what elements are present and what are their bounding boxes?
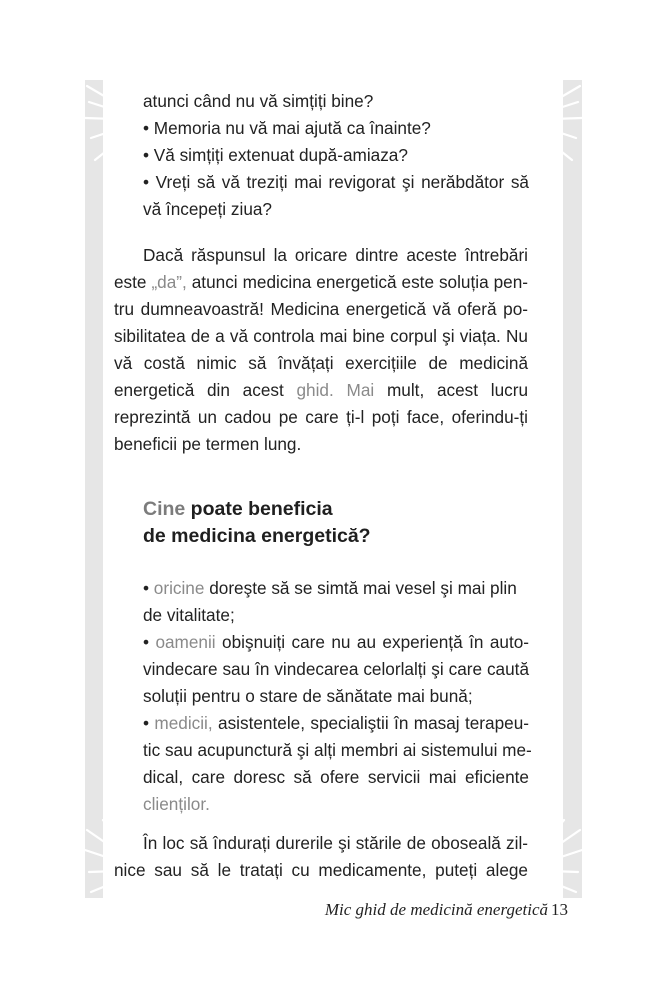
text-line: de vitalitate; [143,605,235,625]
text-line: reprezintă un cadou pe care ți-l poți face, oferindu-ți [114,407,528,427]
list-item: • medicii, asistentele, specialiştii în masaj terapeu- [143,713,529,733]
text-line: Dacă răspunsul la oricare dintre aceste întrebări [143,245,528,265]
text-line: clienților. [143,794,210,814]
section-heading: Cine poate beneficia de medicina energetică? [143,498,371,547]
running-footer-title: Mic ghid de medicină energetică [324,900,548,919]
text-line: nice sau să le tratați cu medicamente, puteți alege [114,860,528,880]
paragraph-closing [114,830,528,884]
text-line: soluții pentru o stare de sănătate mai bună; [143,686,473,706]
text-line: sibilitatea de a vă controla mai bine corpul şi viața. Nu [114,326,528,346]
paragraph-intro [114,242,528,458]
text-line: tru dumneavoastră! Medicina energetică vă oferă po- [114,299,528,319]
keyword-ghid: ghid. [296,380,334,400]
list-item: • oamenii obişnuiți care nu au experiență în auto- [143,632,530,652]
text-line: În loc să îndurați durerile şi stările de oboseală zil- [143,833,528,853]
heading-keyword: Cine [143,498,186,520]
page-number: 13 [551,900,568,919]
beneficiaries-list [143,575,532,818]
text-line: dical, care doresc să ofere servicii mai eficiente [143,767,529,787]
list-item: • oricine doreşte să se simtă mai vesel şi mai plin [143,578,517,598]
list-item: vă începeți ziua? [143,199,272,219]
text-line: energetică din acest ghid. Mai mult, acest lucru [114,380,529,400]
keyword-mai: Mai [346,380,375,400]
text-line: vindecare sau în vindecarea celorlalți şi care caută [143,659,529,679]
text-line: tic sau acupunctură şi alți membri ai sistemului me- [143,740,532,760]
quote-da: „da”, [151,272,187,292]
text-line: vă costă nimic să învățați exercițiile de medicină [114,353,528,373]
list-item: • Vă simțiți extenuat după-amiaza? [143,145,408,165]
text-line: este „da”, atunci medicina energetică este soluția pen- [114,272,529,292]
list-item: • Vreți să vă treziți mai revigorat şi nerăbdător să [143,172,529,192]
list-item: • Memoria nu vă mai ajută ca înainte? [143,118,431,138]
list-item: atunci când nu vă simțiți bine? [143,91,374,111]
text-line: beneficii pe termen lung. [114,434,302,454]
intro-list [114,88,529,223]
